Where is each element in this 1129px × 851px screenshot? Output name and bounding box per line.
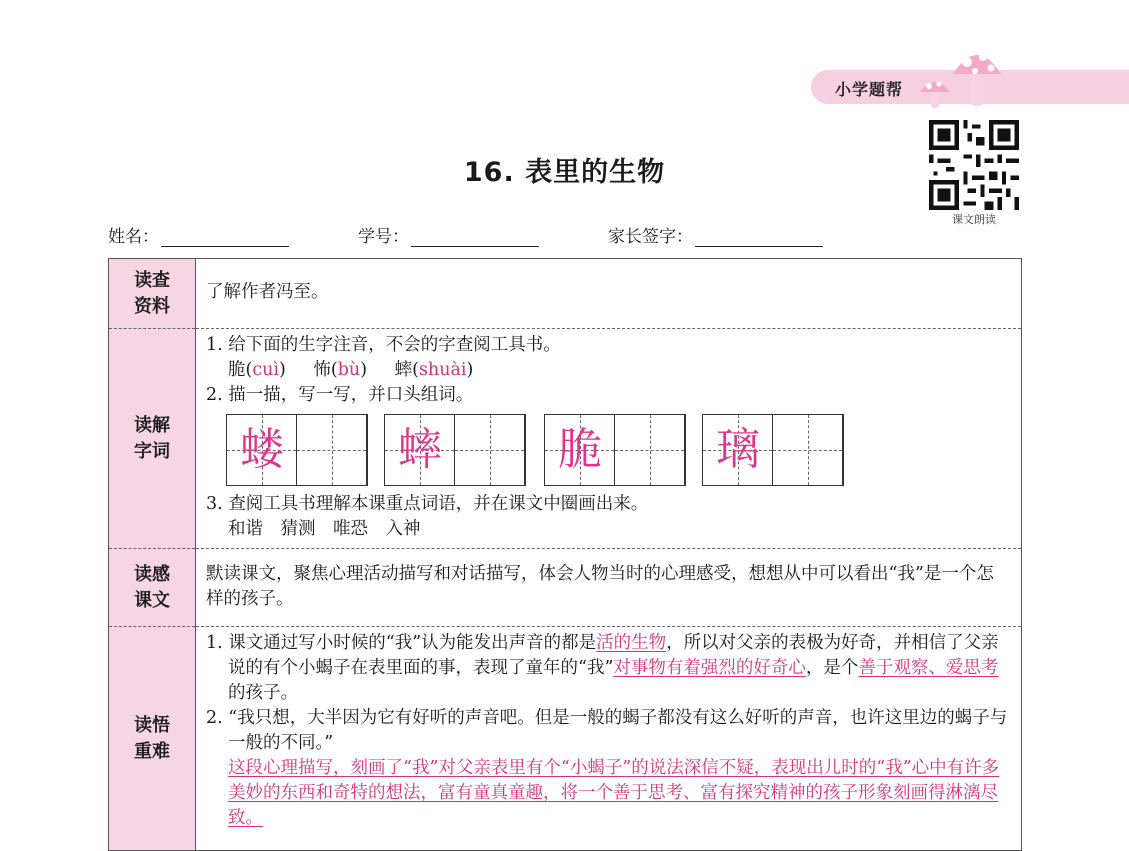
question-2: 2. “我只想，大半因为它有好听的声音吧。但是一般的蝎子都没有这么好听的声音，也许这里边的蝎子与一般的不同。”	[206, 708, 1008, 753]
section-read-text	[109, 549, 1022, 627]
section-head	[109, 627, 196, 851]
student-id-field[interactable]	[358, 222, 539, 247]
answer-paragraph: 这段心理描写，刻画了“我”对父亲表里有个“小蝎子”的说法深信不疑，表现出儿时的“我”心中有许多美妙的东西和奇特的想法，富有童真童趣，将一个善于思考、富有探究精神的孩子形象刻画得淋漓尽致。	[228, 758, 1000, 828]
section-head-line2: 重难	[134, 740, 170, 762]
mushroom-big-icon	[951, 44, 1003, 108]
question-3: 3. 查阅工具书理解本课重点词语，并在课文中圈画出来。	[206, 494, 649, 514]
section-head-line1: 读悟	[134, 714, 170, 736]
question-text: ，是个	[805, 658, 859, 678]
pinyin-char: 脆	[228, 360, 246, 380]
section-head-line2: 课文	[134, 589, 170, 611]
section-head-line1: 读解	[134, 414, 170, 436]
section-head	[109, 549, 196, 627]
trace-char: 璃	[716, 424, 760, 475]
qr-caption: 课文朗读	[952, 213, 996, 226]
section-read-key-points	[109, 627, 1022, 851]
pinyin-answer: bù	[337, 360, 361, 380]
pinyin-char: 怖	[313, 360, 331, 380]
section-content	[196, 329, 1022, 549]
pinyin-answer: shuài	[418, 360, 467, 380]
pinyin-item: 脆(cuì)	[228, 360, 286, 380]
answer-blank: 对事物有着强烈的好奇心	[613, 658, 806, 678]
section-head-line2: 字词	[134, 440, 170, 462]
section-content	[196, 259, 1022, 329]
trace-char: 蟀	[398, 424, 442, 475]
tracing-grids	[206, 414, 1011, 488]
section-read-words	[109, 329, 1022, 549]
tracing-grid[interactable]	[226, 414, 368, 486]
student-id-label: 学号：	[358, 227, 409, 247]
tab-label: 小学题帮	[835, 80, 904, 99]
mushroom-small-icon	[918, 74, 952, 110]
key-words: 和谐 猜测 唯恐 入神	[228, 519, 421, 539]
section-head-line2: 资料	[134, 295, 170, 317]
pinyin-char: 蟀	[394, 360, 413, 380]
name-label: 姓名：	[108, 227, 159, 247]
parent-signature-label: 家长签字：	[608, 227, 693, 247]
trace-char: 脆	[558, 424, 602, 475]
answer-text	[206, 756, 1011, 831]
pinyin-row	[206, 358, 1011, 383]
worksheet-table	[108, 258, 1022, 851]
section-head-line1: 读查	[134, 269, 170, 291]
parent-signature-field[interactable]	[608, 222, 823, 247]
question-1	[206, 631, 1011, 706]
name-line[interactable]	[161, 228, 289, 247]
question-1: 1. 给下面的生字注音，不会的字查阅工具书。	[206, 335, 561, 355]
page-title: 16. 表里的生物	[463, 157, 666, 188]
section-head	[109, 329, 196, 549]
parent-signature-line[interactable]	[695, 228, 823, 247]
section-head-line1: 读感	[134, 563, 170, 585]
answer-blank: 善于观察、爱思考	[858, 658, 999, 678]
trace-char: 蝼	[240, 424, 284, 475]
question-text: ，所以对父亲的表极为好奇，并相信了父亲说的有个小蝎子在表里面的事，表现了童年的“我”	[228, 633, 999, 678]
section-read-research	[109, 259, 1022, 329]
section-head	[109, 259, 196, 329]
pinyin-item: 蟀(shuài)	[394, 360, 474, 380]
name-field[interactable]	[108, 222, 289, 247]
task-text: 了解作者冯至。	[206, 282, 329, 302]
answer-blank: 活的生物	[596, 633, 667, 653]
question-2: 2. 描一描，写一写，并口头组词。	[206, 385, 474, 405]
pinyin-answer: cuì	[252, 360, 279, 380]
student-id-line[interactable]	[411, 228, 539, 247]
pinyin-item: 怖(bù)	[313, 360, 368, 380]
tracing-grid[interactable]	[384, 414, 526, 486]
section-content	[196, 627, 1022, 851]
question-text: 的孩子。	[228, 683, 298, 703]
question-text: 1. 课文通过写小时候的“我”认为能发出声音的都是	[206, 633, 597, 653]
tracing-grid[interactable]	[702, 414, 844, 486]
section-content	[196, 549, 1022, 627]
task-text: 默读课文，聚焦心理活动描写和对话描写，体会人物当时的心理感受，想想从中可以看出“我”是一个怎样的孩子。	[206, 563, 994, 609]
tracing-grid[interactable]	[544, 414, 686, 486]
